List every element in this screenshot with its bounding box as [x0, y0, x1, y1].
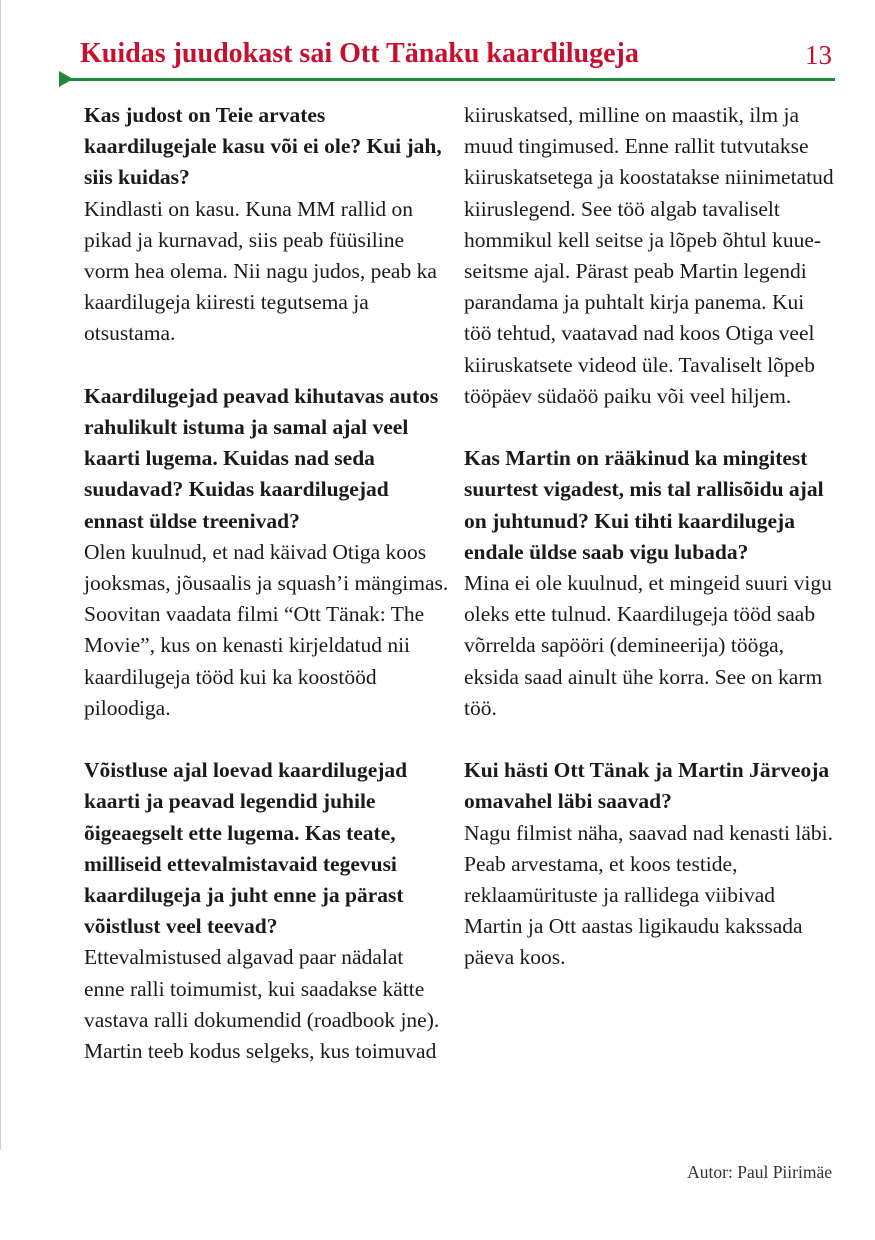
answer: Nagu filmist näha, saavad nad kenasti läbi. Peab arvestama, et koos testide, reklaamürituste ja rallidega viibivad Martin ja Ott aastas ligikaudu kakssada päeva koos. — [464, 820, 833, 970]
answer: Kindlasti on kasu. Kuna MM rallid on pikad ja kurnavad, siis peab füüsiline vorm hea olema. Nii nagu judos, peab ka kaardilugeja kiiresti tegutsema ja otsustama. — [84, 196, 437, 346]
question: Kaardilugejad peavad kihutavas autos rahulikult istuma ja samal ajal veel kaarti lugema. Kuidas nad seda suudavad? Kuidas kaardilugejad ennast üldse treenivad? — [84, 383, 439, 533]
qa-block — [84, 755, 449, 1067]
qa-block — [84, 381, 449, 724]
qa-block — [84, 100, 449, 350]
qa-block — [464, 443, 836, 724]
question: Võistluse ajal loevad kaardilugejad kaarti ja peavad legendid juhile õigeaegselt ette lugema. Kas teate, milliseid ettevalmistavaid tegevusi kaardilugeja ja juht enne ja pärast võistlust veel teevad? — [84, 758, 408, 939]
answer-continued: kiiruskatsed, milline on maastik, ilm ja muud tingimused. Enne rallit tutvutakse kiiruskatsetega ja koostatakse niinimetatud kiiruslegend. See töö algab tavaliselt hommikul kell seitse ja lõpeb õhtul kuue-seitsme ajal. Pärast peab Martin legendi parandama ja puhtalt kirja panema. Kui töö tehtud, vaatavad nad koos Otiga veel kiiruskatsete videod üle. Tavaliselt lõpeb tööpäev südaöö paiku või veel hiljem. — [464, 103, 834, 408]
left-column — [84, 100, 449, 1098]
answer: Olen kuulnud, et nad käivad Otiga koos jooksmas, jõusaalis ja squash’i mängimas. Soovitan vaadata filmi “Ott Tänak: The Movie”, kus on kenasti kirjeldatud nii kaardilugeja tööd kui ka koostööd piloodiga. — [84, 539, 449, 720]
question: Kas Martin on rääkinud ka mingitest suurtest vigadest, mis tal rallisõidu ajal on juhtunud? Kui tihti kaardilugeja endale üldse saab vigu lubada? — [464, 446, 824, 564]
answer: Ettevalmistused algavad paar nädalat enne ralli toimumist, kui saadakse kätte vastava ralli dokumendid (roadbook jne). Martin teeb kodus selgeks, kus toimuvad — [84, 945, 440, 1064]
right-column — [464, 100, 836, 1005]
qa-block — [464, 755, 836, 973]
question: Kui hästi Ott Tänak ja Martin Järveoja omavahel läbi saavad? — [464, 758, 830, 814]
page-number: 13 — [805, 40, 832, 70]
author-credit: Autor: Paul Piirimäe — [687, 1162, 832, 1182]
question: Kas judost on Teie arvates kaardilugejale kasu või ei ole? Kui jah, siis kuidas? — [84, 103, 442, 190]
header-rule — [60, 78, 835, 81]
page-header — [80, 38, 832, 78]
qa-block-continued — [464, 100, 836, 412]
answer: Mina ei ole kuulnud, et mingeid suuri vigu oleks ette tulnud. Kaardilugeja tööd saab võrrelda sapööri (demineerija) tööga, eksida saad ainult ühe korra. See on karm töö. — [464, 571, 832, 720]
page-edge-line — [0, 0, 1, 1150]
article-title: Kuidas juudokast sai Ott Tänaku kaardilugeja — [80, 38, 639, 69]
